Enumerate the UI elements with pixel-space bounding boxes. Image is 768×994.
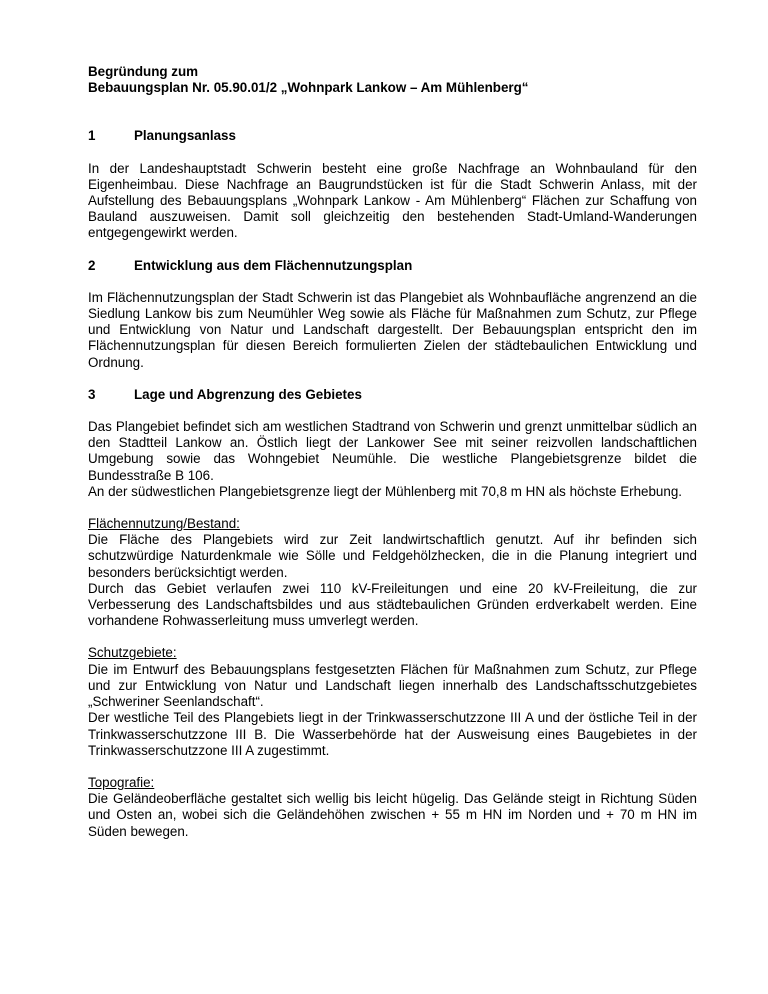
section-heading-1 xyxy=(88,128,697,144)
subsection-heading: Schutzgebiete: xyxy=(88,645,177,661)
section-1-paragraph: In der Landeshauptstadt Schwerin besteht eine große Nachfrage an Wohnbauland für den Eigenheimbau. Diese Nachfrage an Baugrundstücken ist für die Stadt Schwerin Anlass, mit der Aufstellung des Bebauungsplans „Wohnpark Lankow - Am Mühlenberg“ Flächen zur Schaffung von Bauland auszuweisen. Damit soll gleichzeitig den bestehenden Stadt-Umland-Wanderungen entgegengewirkt werden. xyxy=(88,160,697,241)
section-title: Entwicklung aus dem Flächennutzungsplan xyxy=(134,257,413,273)
section-number: 3 xyxy=(88,386,96,402)
document-page xyxy=(88,64,697,856)
section-3-paragraph-2: An der südwestlichen Plangebietsgrenze liegt der Mühlenberg mit 70,8 m HN als höchste Erhebung. xyxy=(88,483,682,499)
section-heading-3 xyxy=(88,387,697,403)
subsection-topografie xyxy=(88,775,697,840)
document-title xyxy=(88,64,697,96)
subsection-heading: Flächennutzung/Bestand: xyxy=(88,516,240,532)
subsection-paragraph: Die im Entwurf des Bebauungsplans festgesetzten Flächen für Maßnahmen zum Schutz, zur Pflege und zur Entwicklung von Natur und Landschaft liegen innerhalb des Landschaftsschutzgebietes „Schweriner Seenlandschaft“. xyxy=(88,661,697,710)
subsection-paragraph: Der westliche Teil des Plangebiets liegt in der Trinkwasserschutzzone III A und der östliche Teil in der Trinkwasserschutzzone III B. Die Wasserbehörde hat der Ausweisung eines Baugebietes in der Trinkwasserschutzzone III A zugestimmt. xyxy=(88,710,697,758)
section-number: 1 xyxy=(88,128,96,144)
subsection-schutzgebiete xyxy=(88,645,697,758)
section-heading-2 xyxy=(88,258,697,274)
subsection-paragraph: Die Fläche des Plangebiets wird zur Zeit landwirtschaftlich genutzt. Auf ihr befinden sich schutzwürdige Naturdenkmale wie Sölle und Feldgehölzhecken, die in die Planung integriert und besonders berücksichtigt werden. xyxy=(88,532,697,580)
section-3-paragraph-1: Das Plangebiet befindet sich am westlichen Stadtrand von Schwerin und grenzt unmittelbar südlich an den Stadtteil Lankow an. Östlich liegt der Lankower See mit seiner reizvollen landschaftlichen Umgebung sowie das Wohngebiet Neumühle. Die westliche Plangebietsgrenze bildet die Bundesstraße B 106. xyxy=(88,419,697,483)
title-line-1: Begründung zum xyxy=(88,64,199,79)
subsection-paragraph: Die Geländeoberfläche gestaltet sich wellig bis leicht hügelig. Das Gelände steigt in Richtung Süden und Osten an, wobei sich die Geländehöhen zwischen + 55 m HN im Norden und + 70 m HN im Süden bewegen. xyxy=(88,791,697,839)
subsection-flaechennutzung xyxy=(88,516,697,629)
section-2-paragraph: Im Flächennutzungsplan der Stadt Schwerin ist das Plangebiet als Wohnbaufläche angrenzend an die Siedlung Lankow bis zum Neumühler Weg sowie als Fläche für Maßnahmen zum Schutz, zur Pflege und Entwicklung von Natur und Landschaft dargestellt. Der Bebauungsplan entspricht den im Flächennutzungsplan für diesen Bereich formulierten Zielen der städtebaulichen Entwicklung und Ordnung. xyxy=(88,289,697,370)
subsection-paragraph: Durch das Gebiet verlaufen zwei 110 kV-Freileitungen und eine 20 kV-Freileitung, die zur Verbesserung des Landschaftsbildes und aus städtebaulichen Gründen erdverkabelt werden. Eine vorhandene Rohwasserleitung muss umverlegt werden. xyxy=(88,580,697,629)
title-line-2: Bebauungsplan Nr. 05.90.01/2 „Wohnpark Lankow – Am Mühlenberg“ xyxy=(88,80,529,96)
subsection-heading: Topografie: xyxy=(88,774,155,790)
section-title: Planungsanlass xyxy=(134,128,236,144)
section-title: Lage und Abgrenzung des Gebietes xyxy=(134,386,362,402)
section-number: 2 xyxy=(88,257,96,273)
